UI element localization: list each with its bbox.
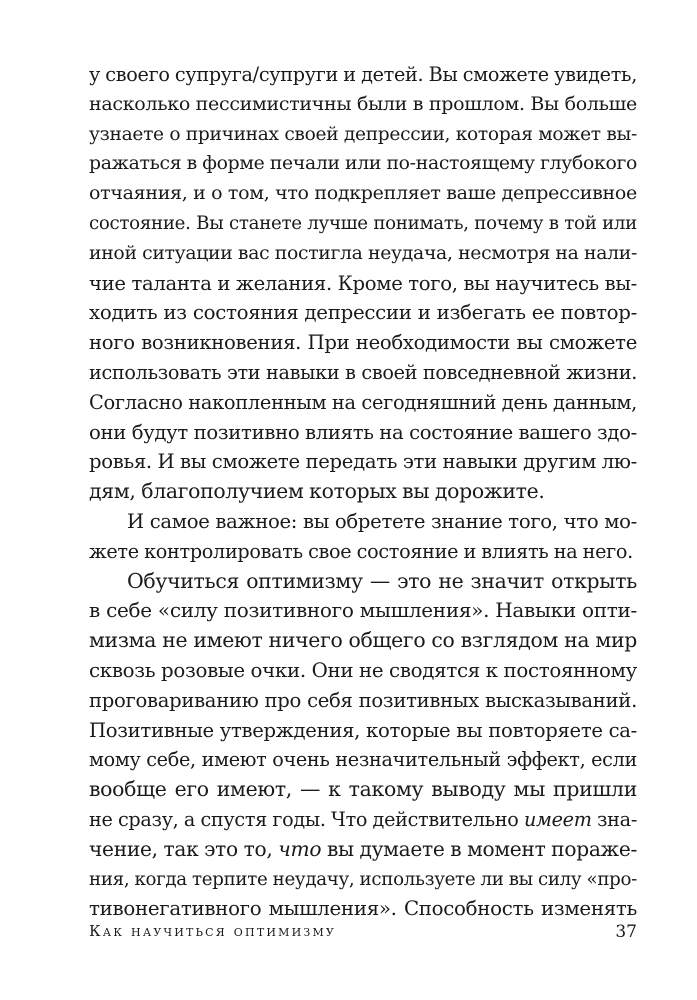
text-line: ходить из состояния депрессии и избегать ее повтор- bbox=[89, 301, 637, 325]
text-line: сквозь розовые очки. Они не сводятся к постоянному bbox=[89, 658, 637, 682]
text-line: у своего супруга/супруги и детей. Вы сможете увидеть, bbox=[89, 63, 637, 86]
body-text bbox=[89, 60, 637, 924]
text-line: чие таланта и желания. Кроме того, вы научитесь вы- bbox=[89, 271, 637, 295]
text-run: зна- bbox=[591, 807, 637, 831]
text-line: мому себе, имеют очень незначительный эффект, если bbox=[89, 748, 637, 772]
text-line: иной ситуации вас постигла неудача, несмотря на нали- bbox=[89, 242, 637, 264]
text-line bbox=[89, 835, 637, 865]
text-line: Позитивные утверждения, которые вы повторяете са- bbox=[89, 718, 637, 742]
text-line: ния, когда терпите неудачу, используете ли вы силу «про- bbox=[89, 868, 637, 890]
text-line: дям, благополучием которых вы дорожите. bbox=[89, 479, 545, 504]
text-line: ровья. И вы сможете передать эти навыки другим лю- bbox=[89, 450, 637, 474]
text-line: ного возникновения. При необходимости вы сможете bbox=[89, 331, 637, 355]
text-line: насколько пессимистичны были в прошлом. Вы больше bbox=[89, 92, 637, 115]
text-run: чение, так это то, bbox=[89, 836, 279, 861]
page-footer bbox=[89, 922, 637, 950]
text-line: И самое важное: вы обретете знание того, что мо- bbox=[127, 509, 637, 533]
emphasis-text: что bbox=[278, 836, 322, 861]
text-line: вообще его имеют, — к такому выводу мы пришли bbox=[89, 777, 637, 802]
text-line: использовать эти навыки в своей повседневной жизни. bbox=[89, 360, 637, 384]
text-line: ражаться в форме печали или по-настоящему глубокого bbox=[89, 153, 637, 175]
text-line: жете контролировать свое состояние и влиять на него. bbox=[89, 539, 633, 563]
text-line: Обучиться оптимизму — это не значит открыть bbox=[127, 568, 637, 593]
text-run: вы думаете в момент пораже- bbox=[321, 836, 637, 861]
text-line: узнаете о причинах своей депрессии, которая может вы- bbox=[89, 123, 637, 145]
text-line: отчаяния, и о том, что подкрепляет ваше депрессивное bbox=[89, 182, 637, 205]
text-line: в себе «силу позитивного мышления». Навыки опти- bbox=[89, 598, 637, 623]
text-line: Согласно накопленным на сегодняшний день данным, bbox=[89, 390, 637, 414]
text-line: они будут позитивно влиять на состояние вашего здо- bbox=[89, 420, 637, 444]
text-run: не сразу, а спустя годы. Что действительно bbox=[89, 807, 524, 831]
text-line: тивонегативного мышления». Способность изменять bbox=[89, 897, 637, 921]
text-line: мизма не имеют ничего общего со взглядом на мир bbox=[89, 628, 637, 653]
emphasis-text: имеет bbox=[523, 807, 592, 831]
page-number: 37 bbox=[615, 922, 637, 942]
text-line: проговариванию про себя позитивных высказываний. bbox=[89, 688, 637, 712]
text-line bbox=[89, 805, 637, 835]
text-line: состояние. Вы станете лучше понимать, почему в той или bbox=[89, 212, 637, 234]
running-title: Как научиться оптимизму bbox=[89, 922, 337, 940]
